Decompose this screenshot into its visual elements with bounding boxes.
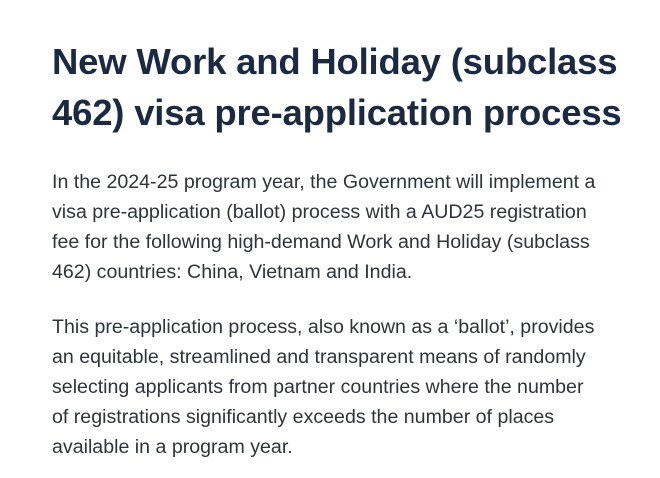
page-title [52, 36, 652, 138]
article [52, 36, 652, 462]
paragraph-line: available in a program year. [52, 436, 293, 458]
paragraph-line: of registrations significantly exceeds the number of places [52, 406, 555, 428]
ballot-paragraph [52, 312, 652, 462]
page-title-line: 462) visa pre-application process [52, 92, 622, 133]
paragraph-line: an equitable, streamlined and transparent means of randomly [52, 346, 586, 368]
paragraph-line: 462) countries: China, Vietnam and India. [52, 261, 413, 283]
paragraph-line: fee for the following high-demand Work and Holiday (subclass [52, 231, 590, 253]
paragraph-line: This pre-application process, also known as a ‘ballot’, provides [52, 316, 595, 338]
paragraph-line: selecting applicants from partner countries where the number [52, 376, 584, 398]
page-title-line: New Work and Holiday (subclass [52, 41, 618, 82]
intro-paragraph [52, 167, 652, 287]
paragraph-line: visa pre-application (ballot) process with a AUD25 registration [52, 201, 587, 223]
paragraph-line: In the 2024-25 program year, the Government will implement a [52, 171, 596, 193]
